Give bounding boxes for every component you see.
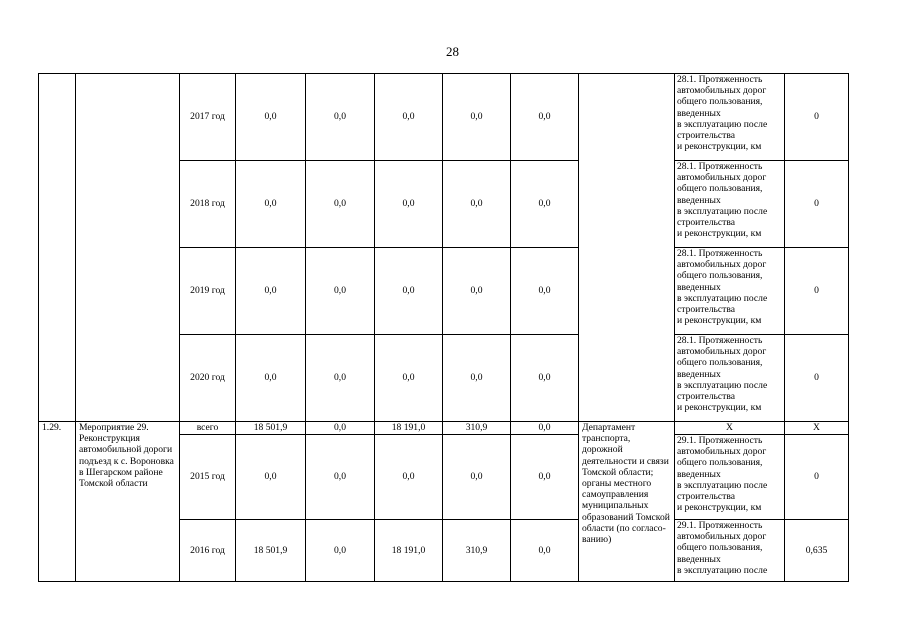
- indicator-value-cell: X: [785, 422, 849, 435]
- value-local-cell: 0,0: [443, 74, 511, 161]
- indicator-value-cell: 0: [785, 74, 849, 161]
- table-row-total: [39, 422, 849, 435]
- value-local-cell: 310,9: [443, 520, 511, 582]
- indicator-name-cell: X: [675, 422, 785, 435]
- value-total-cell: 0,0: [236, 335, 306, 422]
- value-regional-cell: 0,0: [375, 435, 443, 520]
- value-federal-cell: 0,0: [306, 74, 375, 161]
- indicator-value-cell: 0: [785, 335, 849, 422]
- value-regional-cell: 18 191,0: [375, 422, 443, 435]
- value-federal-cell: 0,0: [306, 520, 375, 582]
- value-federal-cell: 0,0: [306, 335, 375, 422]
- value-local-cell: 0,0: [443, 435, 511, 520]
- value-regional-cell: 18 191,0: [375, 520, 443, 582]
- value-local-cell: 0,0: [443, 335, 511, 422]
- year-cell: 2015 год: [180, 435, 236, 520]
- value-other-cell: 0,0: [511, 335, 579, 422]
- program-table: [38, 73, 849, 582]
- indicator-name-cell: 28.1. Протяженность автомобильных дорог общего пользования, введенных в эксплуатацию после строительства и реконструкции, км: [675, 74, 785, 161]
- program-table-container: [38, 73, 849, 582]
- value-local-cell: 0,0: [443, 248, 511, 335]
- value-other-cell: 0,0: [511, 422, 579, 435]
- value-regional-cell: 0,0: [375, 74, 443, 161]
- indicator-name-cell: 28.1. Протяженность автомобильных дорог общего пользования, введенных в эксплуатацию после строительства и реконструкции, км: [675, 161, 785, 248]
- value-other-cell: 0,0: [511, 74, 579, 161]
- value-regional-cell: 0,0: [375, 335, 443, 422]
- value-total-cell: 0,0: [236, 74, 306, 161]
- executor-cell: Департамент транспорта, дорожной деятельности и связи Томской области; органы местного самоуправления муниципальных образований Томской области (по согласо-ванию): [579, 422, 675, 582]
- year-cell: 2020 год: [180, 335, 236, 422]
- year-cell: 2019 год: [180, 248, 236, 335]
- value-federal-cell: 0,0: [306, 422, 375, 435]
- indicator-name-cell: 28.1. Протяженность автомобильных дорог общего пользования, введенных в эксплуатацию после строительства и реконструкции, км: [675, 248, 785, 335]
- value-local-cell: 0,0: [443, 161, 511, 248]
- executor-cell-continued: [579, 74, 675, 422]
- value-other-cell: 0,0: [511, 435, 579, 520]
- measure-name-cell: Мероприятие 29. Реконструкция автомобильной дороги подъезд к с. Вороновка в Шегарском районе Томской области: [76, 422, 180, 582]
- value-regional-cell: 0,0: [375, 248, 443, 335]
- indicator-name-cell: 28.1. Протяженность автомобильных дорог общего пользования, введенных в эксплуатацию после строительства и реконструкции, км: [675, 335, 785, 422]
- table-row: [39, 74, 849, 161]
- value-federal-cell: 0,0: [306, 161, 375, 248]
- value-total-cell: 18 501,9: [236, 422, 306, 435]
- value-other-cell: 0,0: [511, 248, 579, 335]
- value-local-cell: 310,9: [443, 422, 511, 435]
- year-cell: 2016 год: [180, 520, 236, 582]
- indicator-value-cell: 0,635: [785, 520, 849, 582]
- number-cell-continued: [39, 74, 76, 422]
- page-number: 28: [446, 44, 459, 59]
- year-cell: 2018 год: [180, 161, 236, 248]
- value-regional-cell: 0,0: [375, 161, 443, 248]
- value-other-cell: 0,0: [511, 161, 579, 248]
- measure-name-cell-continued: [76, 74, 180, 422]
- indicator-value-cell: 0: [785, 248, 849, 335]
- year-cell: всего: [180, 422, 236, 435]
- indicator-value-cell: 0: [785, 161, 849, 248]
- value-federal-cell: 0,0: [306, 248, 375, 335]
- indicator-name-cell: 29.1. Протяженность автомобильных дорог общего пользования, введенных в эксплуатацию после: [675, 520, 785, 582]
- value-total-cell: 0,0: [236, 435, 306, 520]
- value-federal-cell: 0,0: [306, 435, 375, 520]
- measure-number-cell: 1.29.: [39, 422, 76, 582]
- indicator-value-cell: 0: [785, 435, 849, 520]
- value-other-cell: 0,0: [511, 520, 579, 582]
- value-total-cell: 0,0: [236, 248, 306, 335]
- indicator-name-cell: 29.1. Протяженность автомобильных дорог общего пользования, введенных в эксплуатацию после строительства и реконструкции, км: [675, 435, 785, 520]
- value-total-cell: 18 501,9: [236, 520, 306, 582]
- value-total-cell: 0,0: [236, 161, 306, 248]
- year-cell: 2017 год: [180, 74, 236, 161]
